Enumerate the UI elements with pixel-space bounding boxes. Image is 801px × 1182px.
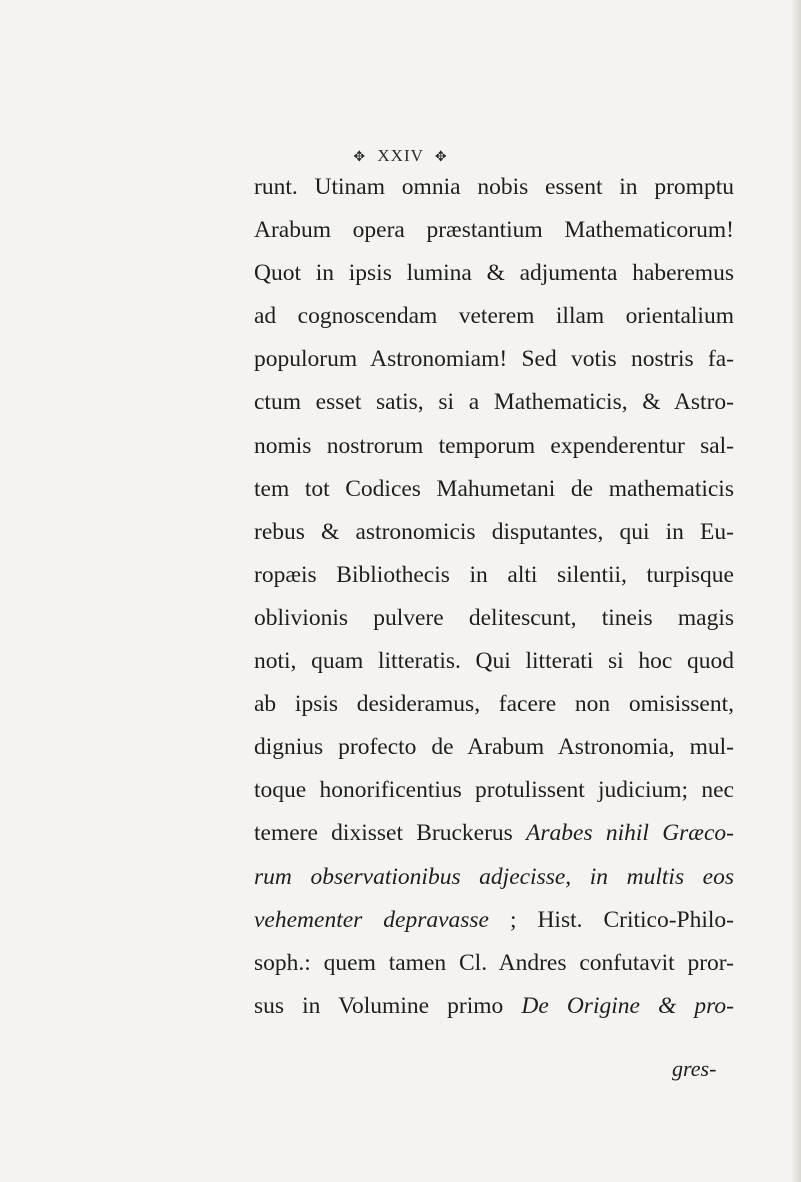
text-line: [254, 381, 734, 424]
line-text: temere dixisset Bruckerus: [254, 820, 527, 847]
text-line: [254, 554, 734, 597]
text-line: [254, 511, 734, 554]
line-text: oblivionis pulvere delitescunt, tineis magis: [254, 604, 734, 631]
text-line: [254, 209, 734, 252]
body-text: [254, 166, 734, 1028]
catchword: gres-: [672, 1056, 717, 1081]
text-line: [254, 295, 734, 338]
line-text: populorum Astronomiam! Sed votis nostris fa-: [254, 346, 734, 373]
page-number: XXIV: [377, 146, 424, 165]
text-line: [254, 252, 734, 295]
page-edge-shadow: [791, 0, 801, 1182]
text-line: [254, 899, 734, 942]
line-text: sus in Volumine primo: [254, 992, 522, 1019]
text-line: [254, 640, 734, 683]
text-line: [254, 985, 734, 1028]
line-text: Arabum opera præstantium Mathematicorum!: [254, 217, 734, 244]
line-text: tem tot Codices Mahumetani de mathematicis: [254, 475, 734, 502]
line-text: dignius profecto de Arabum Astronomia, mul-: [254, 734, 734, 761]
left-ornament: ✥: [353, 150, 367, 165]
line-text: ad cognoscendam veterem illam orientalium: [254, 303, 734, 330]
text-line: [254, 769, 734, 812]
text-line: [254, 726, 734, 769]
line-text: rebus & astronomicis disputantes, qui in Eu-: [254, 518, 734, 545]
text-line: [254, 597, 734, 640]
text-line: [254, 683, 734, 726]
italic-quote: rum observationibus adjecisse, in multis eos: [254, 863, 734, 890]
text-line: [254, 468, 734, 511]
text-line: [254, 425, 734, 468]
line-text: ctum esset satis, si a Mathematicis, & Astro-: [254, 389, 734, 416]
italic-quote: Arabes nihil Græco-: [526, 820, 734, 847]
line-text: Quot in ipsis lumina & adjumenta haberemus: [254, 260, 734, 287]
text-line: [254, 942, 734, 985]
line-text: noti, quam litteratis. Qui litterati si hoc quod: [254, 648, 734, 675]
line-text: toque honorificentius protulissent judicium; nec: [254, 777, 734, 804]
running-head: [0, 146, 801, 166]
text-line: [254, 856, 734, 899]
text-line: [254, 338, 734, 381]
text-line: [254, 812, 734, 855]
line-text: ropæis Bibliothecis in alti silentii, turpisque: [254, 561, 734, 588]
italic-title: De Origine & pro-: [521, 992, 734, 1019]
line-text: soph.: quem tamen Cl. Andres confutavit pror-: [254, 949, 734, 976]
right-ornament: ✥: [434, 150, 448, 165]
line-text: nomis nostrorum temporum expenderentur sal-: [254, 432, 734, 459]
text-line: [254, 166, 734, 209]
line-text: ab ipsis desideramus, facere non omisissent,: [254, 691, 734, 718]
italic-quote: vehementer depravasse: [254, 906, 489, 933]
line-text: ; Hist. Critico-Philo-: [489, 906, 735, 933]
line-text: runt. Utinam omnia nobis essent in promptu: [254, 174, 734, 200]
